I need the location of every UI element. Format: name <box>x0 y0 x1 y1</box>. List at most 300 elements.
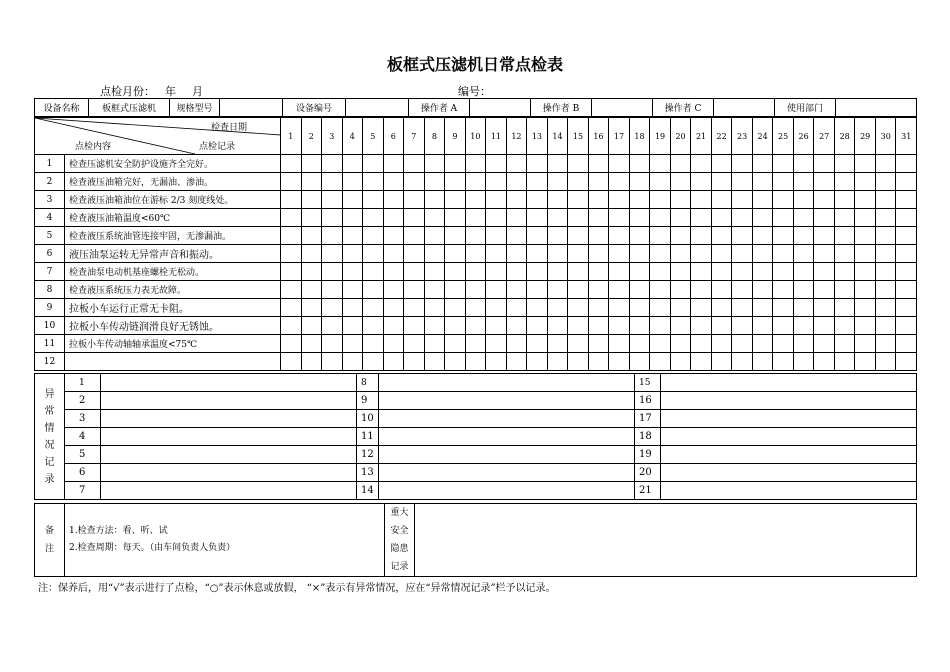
check-cell[interactable] <box>281 191 302 209</box>
check-cell[interactable] <box>793 191 814 209</box>
abnormal-entry[interactable] <box>661 482 917 500</box>
check-cell[interactable] <box>650 245 671 263</box>
check-cell[interactable] <box>650 227 671 245</box>
check-cell[interactable] <box>281 155 302 173</box>
check-cell[interactable] <box>609 155 630 173</box>
check-cell[interactable] <box>773 263 794 281</box>
check-cell[interactable] <box>629 353 650 371</box>
check-cell[interactable] <box>445 173 466 191</box>
check-cell[interactable] <box>363 263 384 281</box>
check-cell[interactable] <box>711 263 732 281</box>
check-cell[interactable] <box>445 227 466 245</box>
check-cell[interactable] <box>445 209 466 227</box>
check-cell[interactable] <box>506 191 527 209</box>
check-cell[interactable] <box>547 191 568 209</box>
check-cell[interactable] <box>670 353 691 371</box>
check-cell[interactable] <box>875 263 896 281</box>
check-cell[interactable] <box>629 155 650 173</box>
check-cell[interactable] <box>773 335 794 353</box>
check-cell[interactable] <box>445 335 466 353</box>
check-cell[interactable] <box>793 227 814 245</box>
check-cell[interactable] <box>814 281 835 299</box>
check-cell[interactable] <box>588 281 609 299</box>
check-cell[interactable] <box>896 299 917 317</box>
check-cell[interactable] <box>281 209 302 227</box>
check-cell[interactable] <box>732 281 753 299</box>
check-cell[interactable] <box>855 263 876 281</box>
check-cell[interactable] <box>322 173 343 191</box>
check-cell[interactable] <box>342 155 363 173</box>
check-cell[interactable] <box>506 155 527 173</box>
check-cell[interactable] <box>486 263 507 281</box>
abnormal-entry[interactable] <box>661 392 917 410</box>
check-cell[interactable] <box>732 173 753 191</box>
check-cell[interactable] <box>691 263 712 281</box>
check-cell[interactable] <box>752 299 773 317</box>
check-cell[interactable] <box>424 299 445 317</box>
operator-c-value[interactable] <box>714 99 775 117</box>
abnormal-entry[interactable] <box>379 464 635 482</box>
check-cell[interactable] <box>301 191 322 209</box>
check-cell[interactable] <box>424 191 445 209</box>
check-cell[interactable] <box>506 245 527 263</box>
check-cell[interactable] <box>342 353 363 371</box>
check-cell[interactable] <box>834 353 855 371</box>
check-cell[interactable] <box>322 227 343 245</box>
check-cell[interactable] <box>301 227 322 245</box>
check-cell[interactable] <box>711 245 732 263</box>
check-cell[interactable] <box>855 191 876 209</box>
check-cell[interactable] <box>732 317 753 335</box>
abnormal-entry[interactable] <box>101 392 357 410</box>
check-cell[interactable] <box>855 353 876 371</box>
check-cell[interactable] <box>322 263 343 281</box>
abnormal-entry[interactable] <box>101 446 357 464</box>
abnormal-entry[interactable] <box>661 374 917 392</box>
check-cell[interactable] <box>465 299 486 317</box>
check-cell[interactable] <box>855 299 876 317</box>
check-cell[interactable] <box>609 245 630 263</box>
check-cell[interactable] <box>855 245 876 263</box>
check-cell[interactable] <box>855 209 876 227</box>
abnormal-entry[interactable] <box>101 410 357 428</box>
check-cell[interactable] <box>814 227 835 245</box>
check-cell[interactable] <box>793 353 814 371</box>
check-cell[interactable] <box>547 263 568 281</box>
check-cell[interactable] <box>322 317 343 335</box>
check-cell[interactable] <box>609 353 630 371</box>
check-cell[interactable] <box>896 281 917 299</box>
check-cell[interactable] <box>281 299 302 317</box>
check-cell[interactable] <box>773 155 794 173</box>
check-cell[interactable] <box>506 335 527 353</box>
check-cell[interactable] <box>650 173 671 191</box>
check-cell[interactable] <box>547 281 568 299</box>
model-value[interactable] <box>220 99 283 117</box>
check-cell[interactable] <box>691 317 712 335</box>
check-cell[interactable] <box>281 353 302 371</box>
check-cell[interactable] <box>814 317 835 335</box>
check-cell[interactable] <box>281 335 302 353</box>
abnormal-entry[interactable] <box>101 374 357 392</box>
check-cell[interactable] <box>404 317 425 335</box>
check-cell[interactable] <box>875 227 896 245</box>
abnormal-entry[interactable] <box>101 464 357 482</box>
check-cell[interactable] <box>691 335 712 353</box>
abnormal-entry[interactable] <box>661 464 917 482</box>
check-cell[interactable] <box>629 335 650 353</box>
check-cell[interactable] <box>547 299 568 317</box>
check-cell[interactable] <box>383 245 404 263</box>
check-cell[interactable] <box>814 209 835 227</box>
check-cell[interactable] <box>834 245 855 263</box>
abnormal-entry[interactable] <box>661 446 917 464</box>
check-cell[interactable] <box>588 173 609 191</box>
check-cell[interactable] <box>834 173 855 191</box>
check-cell[interactable] <box>711 353 732 371</box>
check-cell[interactable] <box>322 335 343 353</box>
check-cell[interactable] <box>424 209 445 227</box>
check-cell[interactable] <box>752 191 773 209</box>
check-cell[interactable] <box>547 227 568 245</box>
check-cell[interactable] <box>322 245 343 263</box>
check-cell[interactable] <box>855 335 876 353</box>
check-cell[interactable] <box>404 245 425 263</box>
check-cell[interactable] <box>793 281 814 299</box>
abnormal-entry[interactable] <box>379 428 635 446</box>
check-cell[interactable] <box>383 317 404 335</box>
check-cell[interactable] <box>650 191 671 209</box>
check-cell[interactable] <box>670 227 691 245</box>
check-cell[interactable] <box>568 209 589 227</box>
check-cell[interactable] <box>383 209 404 227</box>
check-cell[interactable] <box>896 263 917 281</box>
check-cell[interactable] <box>670 299 691 317</box>
check-cell[interactable] <box>404 173 425 191</box>
check-cell[interactable] <box>506 209 527 227</box>
check-cell[interactable] <box>609 227 630 245</box>
check-cell[interactable] <box>875 281 896 299</box>
check-cell[interactable] <box>424 245 445 263</box>
check-cell[interactable] <box>629 209 650 227</box>
check-cell[interactable] <box>670 335 691 353</box>
check-cell[interactable] <box>691 245 712 263</box>
check-cell[interactable] <box>629 263 650 281</box>
check-cell[interactable] <box>527 335 548 353</box>
check-cell[interactable] <box>527 281 548 299</box>
check-cell[interactable] <box>732 155 753 173</box>
check-cell[interactable] <box>301 155 322 173</box>
check-cell[interactable] <box>527 263 548 281</box>
check-cell[interactable] <box>670 245 691 263</box>
check-cell[interactable] <box>752 263 773 281</box>
check-cell[interactable] <box>445 245 466 263</box>
check-cell[interactable] <box>281 281 302 299</box>
check-cell[interactable] <box>281 263 302 281</box>
check-cell[interactable] <box>773 191 794 209</box>
check-cell[interactable] <box>568 335 589 353</box>
check-cell[interactable] <box>465 281 486 299</box>
check-cell[interactable] <box>506 317 527 335</box>
check-cell[interactable] <box>363 209 384 227</box>
check-cell[interactable] <box>588 353 609 371</box>
check-cell[interactable] <box>814 245 835 263</box>
check-cell[interactable] <box>711 191 732 209</box>
check-cell[interactable] <box>609 173 630 191</box>
check-cell[interactable] <box>281 245 302 263</box>
check-cell[interactable] <box>752 227 773 245</box>
check-cell[interactable] <box>281 173 302 191</box>
check-cell[interactable] <box>547 245 568 263</box>
check-cell[interactable] <box>424 227 445 245</box>
check-cell[interactable] <box>875 335 896 353</box>
department-value[interactable] <box>836 99 917 117</box>
check-cell[interactable] <box>465 353 486 371</box>
check-cell[interactable] <box>691 281 712 299</box>
check-cell[interactable] <box>465 155 486 173</box>
check-cell[interactable] <box>711 317 732 335</box>
check-cell[interactable] <box>424 173 445 191</box>
check-cell[interactable] <box>383 281 404 299</box>
check-cell[interactable] <box>773 281 794 299</box>
check-cell[interactable] <box>527 155 548 173</box>
check-cell[interactable] <box>342 281 363 299</box>
check-cell[interactable] <box>896 227 917 245</box>
check-cell[interactable] <box>629 281 650 299</box>
check-cell[interactable] <box>445 353 466 371</box>
check-cell[interactable] <box>609 263 630 281</box>
check-cell[interactable] <box>711 281 732 299</box>
check-cell[interactable] <box>363 353 384 371</box>
check-cell[interactable] <box>506 353 527 371</box>
check-cell[interactable] <box>404 191 425 209</box>
check-cell[interactable] <box>793 209 814 227</box>
check-cell[interactable] <box>896 173 917 191</box>
check-cell[interactable] <box>752 209 773 227</box>
check-cell[interactable] <box>814 155 835 173</box>
check-cell[interactable] <box>834 191 855 209</box>
abnormal-entry[interactable] <box>661 428 917 446</box>
check-cell[interactable] <box>752 335 773 353</box>
check-cell[interactable] <box>404 281 425 299</box>
check-cell[interactable] <box>609 335 630 353</box>
check-cell[interactable] <box>814 299 835 317</box>
check-cell[interactable] <box>875 353 896 371</box>
check-cell[interactable] <box>588 263 609 281</box>
check-cell[interactable] <box>301 353 322 371</box>
check-cell[interactable] <box>506 263 527 281</box>
check-cell[interactable] <box>404 263 425 281</box>
check-cell[interactable] <box>342 245 363 263</box>
check-cell[interactable] <box>281 317 302 335</box>
check-cell[interactable] <box>629 245 650 263</box>
check-cell[interactable] <box>855 317 876 335</box>
check-cell[interactable] <box>424 335 445 353</box>
check-cell[interactable] <box>465 263 486 281</box>
check-cell[interactable] <box>486 299 507 317</box>
check-cell[interactable] <box>875 299 896 317</box>
check-cell[interactable] <box>547 173 568 191</box>
check-cell[interactable] <box>793 317 814 335</box>
check-cell[interactable] <box>404 209 425 227</box>
check-cell[interactable] <box>322 353 343 371</box>
check-cell[interactable] <box>363 227 384 245</box>
check-cell[interactable] <box>834 155 855 173</box>
check-cell[interactable] <box>650 299 671 317</box>
check-cell[interactable] <box>486 281 507 299</box>
check-cell[interactable] <box>424 317 445 335</box>
check-cell[interactable] <box>691 173 712 191</box>
check-cell[interactable] <box>383 155 404 173</box>
major-hazard-value[interactable] <box>415 504 917 577</box>
check-cell[interactable] <box>875 209 896 227</box>
check-cell[interactable] <box>814 173 835 191</box>
abnormal-entry[interactable] <box>101 482 357 500</box>
check-cell[interactable] <box>629 191 650 209</box>
check-cell[interactable] <box>486 227 507 245</box>
check-cell[interactable] <box>424 155 445 173</box>
check-cell[interactable] <box>752 155 773 173</box>
check-cell[interactable] <box>322 155 343 173</box>
check-cell[interactable] <box>527 245 548 263</box>
check-cell[interactable] <box>855 173 876 191</box>
check-cell[interactable] <box>383 191 404 209</box>
check-cell[interactable] <box>547 317 568 335</box>
check-cell[interactable] <box>301 317 322 335</box>
check-cell[interactable] <box>855 155 876 173</box>
check-cell[interactable] <box>547 353 568 371</box>
check-cell[interactable] <box>650 263 671 281</box>
check-cell[interactable] <box>793 155 814 173</box>
check-cell[interactable] <box>691 191 712 209</box>
check-cell[interactable] <box>629 299 650 317</box>
check-cell[interactable] <box>793 173 814 191</box>
check-cell[interactable] <box>875 155 896 173</box>
abnormal-entry[interactable] <box>101 428 357 446</box>
check-cell[interactable] <box>363 155 384 173</box>
check-cell[interactable] <box>814 191 835 209</box>
check-cell[interactable] <box>670 281 691 299</box>
abnormal-entry[interactable] <box>379 392 635 410</box>
check-cell[interactable] <box>814 353 835 371</box>
operator-b-value[interactable] <box>592 99 653 117</box>
check-cell[interactable] <box>383 299 404 317</box>
check-cell[interactable] <box>855 227 876 245</box>
check-cell[interactable] <box>342 173 363 191</box>
check-cell[interactable] <box>445 263 466 281</box>
check-cell[interactable] <box>301 209 322 227</box>
check-cell[interactable] <box>404 299 425 317</box>
check-cell[interactable] <box>793 263 814 281</box>
check-cell[interactable] <box>301 281 322 299</box>
check-cell[interactable] <box>465 227 486 245</box>
check-cell[interactable] <box>732 335 753 353</box>
check-cell[interactable] <box>896 191 917 209</box>
check-cell[interactable] <box>404 155 425 173</box>
check-cell[interactable] <box>814 335 835 353</box>
check-cell[interactable] <box>424 263 445 281</box>
check-cell[interactable] <box>342 209 363 227</box>
check-cell[interactable] <box>670 209 691 227</box>
check-cell[interactable] <box>773 353 794 371</box>
abnormal-entry[interactable] <box>379 374 635 392</box>
check-cell[interactable] <box>650 209 671 227</box>
check-cell[interactable] <box>896 209 917 227</box>
check-cell[interactable] <box>752 353 773 371</box>
check-cell[interactable] <box>629 227 650 245</box>
check-cell[interactable] <box>711 335 732 353</box>
check-cell[interactable] <box>793 299 814 317</box>
check-cell[interactable] <box>568 263 589 281</box>
check-cell[interactable] <box>301 263 322 281</box>
check-cell[interactable] <box>609 191 630 209</box>
operator-a-value[interactable] <box>470 99 531 117</box>
check-cell[interactable] <box>609 299 630 317</box>
check-cell[interactable] <box>609 281 630 299</box>
check-cell[interactable] <box>732 245 753 263</box>
check-cell[interactable] <box>281 227 302 245</box>
check-cell[interactable] <box>527 353 548 371</box>
check-cell[interactable] <box>527 191 548 209</box>
check-cell[interactable] <box>711 173 732 191</box>
check-cell[interactable] <box>732 209 753 227</box>
check-cell[interactable] <box>588 299 609 317</box>
check-cell[interactable] <box>445 281 466 299</box>
check-cell[interactable] <box>465 173 486 191</box>
check-cell[interactable] <box>506 227 527 245</box>
check-cell[interactable] <box>486 335 507 353</box>
check-cell[interactable] <box>527 227 548 245</box>
check-cell[interactable] <box>445 317 466 335</box>
check-cell[interactable] <box>465 317 486 335</box>
check-cell[interactable] <box>629 173 650 191</box>
check-cell[interactable] <box>527 317 548 335</box>
check-cell[interactable] <box>732 191 753 209</box>
check-cell[interactable] <box>691 155 712 173</box>
check-cell[interactable] <box>322 281 343 299</box>
check-cell[interactable] <box>896 245 917 263</box>
check-cell[interactable] <box>752 173 773 191</box>
check-cell[interactable] <box>383 335 404 353</box>
check-cell[interactable] <box>445 299 466 317</box>
check-cell[interactable] <box>588 317 609 335</box>
check-cell[interactable] <box>691 209 712 227</box>
check-cell[interactable] <box>363 245 384 263</box>
check-cell[interactable] <box>732 227 753 245</box>
check-cell[interactable] <box>875 245 896 263</box>
check-cell[interactable] <box>568 155 589 173</box>
check-cell[interactable] <box>424 281 445 299</box>
check-cell[interactable] <box>650 281 671 299</box>
check-cell[interactable] <box>568 227 589 245</box>
check-cell[interactable] <box>383 353 404 371</box>
abnormal-entry[interactable] <box>379 482 635 500</box>
check-cell[interactable] <box>301 335 322 353</box>
check-cell[interactable] <box>404 335 425 353</box>
check-cell[interactable] <box>670 317 691 335</box>
check-cell[interactable] <box>834 281 855 299</box>
check-cell[interactable] <box>732 299 753 317</box>
check-cell[interactable] <box>486 245 507 263</box>
check-cell[interactable] <box>363 281 384 299</box>
check-cell[interactable] <box>568 191 589 209</box>
check-cell[interactable] <box>506 299 527 317</box>
check-cell[interactable] <box>691 299 712 317</box>
check-cell[interactable] <box>855 281 876 299</box>
check-cell[interactable] <box>404 227 425 245</box>
check-cell[interactable] <box>732 263 753 281</box>
check-cell[interactable] <box>670 155 691 173</box>
